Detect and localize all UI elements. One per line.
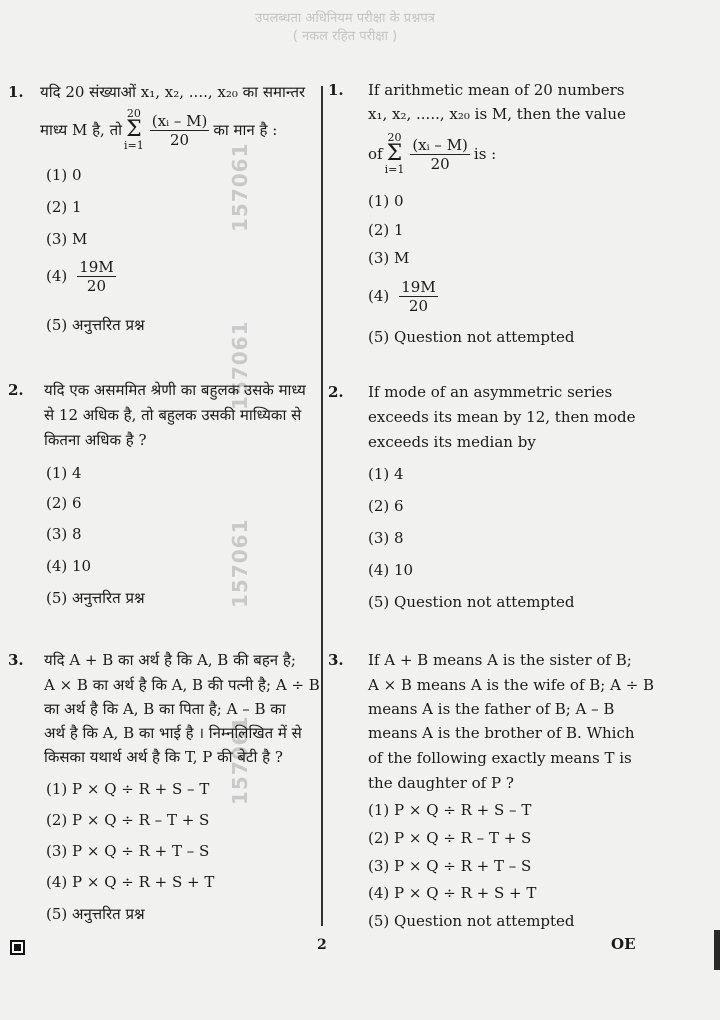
option-2: (2) 6 [368, 497, 404, 515]
option-3: (3) M [46, 230, 88, 248]
question-text-line-1: यदि एक असममित श्रेणी का बहुलक उसके माध्य [44, 381, 306, 399]
sum-upper-limit: 20 [387, 131, 402, 144]
option-1: (1) 0 [368, 192, 404, 210]
option-5: (5) Question not attempted [368, 912, 575, 930]
question-text-line-3: means A is the father of B; A – B [368, 700, 615, 718]
fraction-denominator: 20 [430, 154, 450, 173]
option-4 [368, 278, 442, 315]
option-2: (2) 1 [368, 221, 404, 239]
edge-mark [714, 930, 720, 970]
question-text-line-3 [368, 132, 496, 176]
page-number: 2 [317, 937, 327, 953]
fraction [399, 278, 437, 315]
question-text-line-1: If arithmetic mean of 20 numbers [368, 81, 625, 99]
fraction-denominator: 20 [170, 130, 190, 149]
question-1-hindi [0, 0, 320, 340]
option-4: (4) 10 [368, 561, 414, 579]
question-text-line-5: किसका यथार्थ अर्थ है कि T, P की बेटी है ? [44, 748, 283, 766]
question-text-line-3: कितना अधिक है ? [44, 431, 147, 449]
option-5: (5) अनुत्तरित प्रश्न [46, 589, 145, 607]
question-text-line-4: means A is the brother of B. Which [368, 724, 635, 742]
question-text-line-2: A × B का अर्थ है कि A, B की पत्नी है; A ÷ B [44, 676, 320, 694]
option-3: (3) 8 [368, 529, 404, 547]
fraction-numerator: 19M [79, 258, 114, 276]
question-number: 2. [8, 381, 24, 399]
option-2: (2) P × Q ÷ R – T + S [46, 811, 210, 829]
summation [124, 108, 144, 152]
option-5: (5) Question not attempted [368, 593, 575, 611]
option-2: (2) P × Q ÷ R – T + S [368, 829, 532, 847]
question-text-line-2: exceeds its mean by 12, then mode [368, 408, 636, 426]
question-text-line-5: of the following exactly means T is [368, 749, 632, 767]
question-number: 2. [328, 383, 344, 401]
summation [385, 132, 405, 176]
option-5: (5) Question not attempted [368, 328, 575, 346]
question-text-line-2: A × B means A is the wife of B; A ÷ B [368, 676, 655, 694]
question-text-line-3: exceeds its median by [368, 433, 536, 451]
option-4 [46, 258, 120, 295]
question-number: 1. [328, 81, 344, 99]
question-text-part: of [368, 144, 383, 163]
watermark-code: 157061 [228, 142, 252, 232]
question-text-line-2: x₁, x₂, ....., x₂₀ is M, then the value [368, 105, 626, 123]
question-text-line-1 [40, 80, 318, 105]
question-text-part: यदि 20 संख्याओं x [40, 83, 150, 101]
option-3: (3) P × Q ÷ R + T – S [368, 857, 532, 875]
option-1: (1) P × Q ÷ R + S – T [46, 780, 210, 798]
fraction [410, 136, 470, 173]
question-text-line-2: से 12 अधिक है, तो बहुलक उसकी माध्यिका से [44, 406, 302, 424]
faded-header-line-2: ( नकल रहित परीक्षा ) [292, 29, 398, 44]
option-4: (4) P × Q ÷ R + S + T [46, 873, 215, 891]
option-4: (4) P × Q ÷ R + S + T [368, 884, 537, 902]
fraction-numerator: 19M [401, 278, 436, 296]
option-label: (4) [46, 267, 68, 285]
question-text-line-4: अर्थ है कि A, B का भाई है । निम्नलिखित में से [44, 724, 302, 742]
registration-square-icon [10, 940, 25, 955]
question-text-part: का मान है : [213, 120, 278, 139]
option-3: (3) 8 [46, 525, 82, 543]
watermark-code: 157061 [228, 320, 252, 410]
option-1: (1) 4 [46, 464, 82, 482]
sum-lower-limit: i=1 [124, 139, 144, 152]
sum-upper-limit: 20 [126, 107, 141, 120]
fraction-denominator: 20 [408, 297, 429, 315]
question-text-line-6: the daughter of P ? [368, 774, 514, 792]
fraction [150, 112, 210, 149]
fraction-numerator: (xᵢ – M) [151, 111, 208, 130]
sigma-symbol: Σ [126, 117, 142, 142]
question-text-line-2 [40, 108, 320, 152]
watermark-code: 157061 [228, 715, 252, 805]
fraction-denominator: 20 [86, 277, 107, 295]
column-divider [321, 86, 323, 926]
option-3: (3) P × Q ÷ R + T – S [46, 842, 210, 860]
option-1: (1) P × Q ÷ R + S – T [368, 801, 532, 819]
question-number: 1. [8, 83, 24, 101]
question-text-part: ₁, x₂, ...., x₂₀ का समान्तर [149, 83, 306, 101]
question-text-part: is : [473, 144, 497, 163]
watermark-code: 157061 [228, 518, 252, 608]
option-2: (2) 6 [46, 494, 82, 512]
question-text-part: माध्य M है, तो [40, 120, 123, 139]
option-2: (2) 1 [46, 198, 82, 216]
option-1: (1) 0 [46, 166, 82, 184]
sigma-symbol: Σ [386, 141, 403, 166]
option-label: (4) [368, 287, 390, 305]
question-number: 3. [328, 651, 344, 669]
option-4: (4) 10 [46, 557, 92, 575]
question-text-line-3: का अर्थ है कि A, B का पिता है; A – B का [44, 700, 286, 718]
option-5: (5) अनुत्तरित प्रश्न [46, 905, 145, 923]
question-text-line-1: If A + B means A is the sister of B; [368, 651, 632, 669]
paper-code: OE [611, 935, 636, 953]
option-1: (1) 4 [368, 465, 404, 483]
question-text-line-1: यदि A + B का अर्थ है कि A, B की बहन है; [44, 651, 296, 669]
option-5: (5) अनुत्तरित प्रश्न [46, 316, 145, 334]
fraction [77, 258, 115, 295]
sum-lower-limit: i=1 [384, 163, 405, 176]
question-text-line-1: If mode of an asymmetric series [368, 383, 613, 401]
option-3: (3) M [368, 249, 410, 267]
fraction-numerator: (xᵢ – M) [412, 135, 468, 154]
question-number: 3. [8, 651, 24, 669]
faded-header-line-1: उपलब्धता अधिनियम परीक्षा के प्रश्नपत्र [255, 11, 435, 26]
